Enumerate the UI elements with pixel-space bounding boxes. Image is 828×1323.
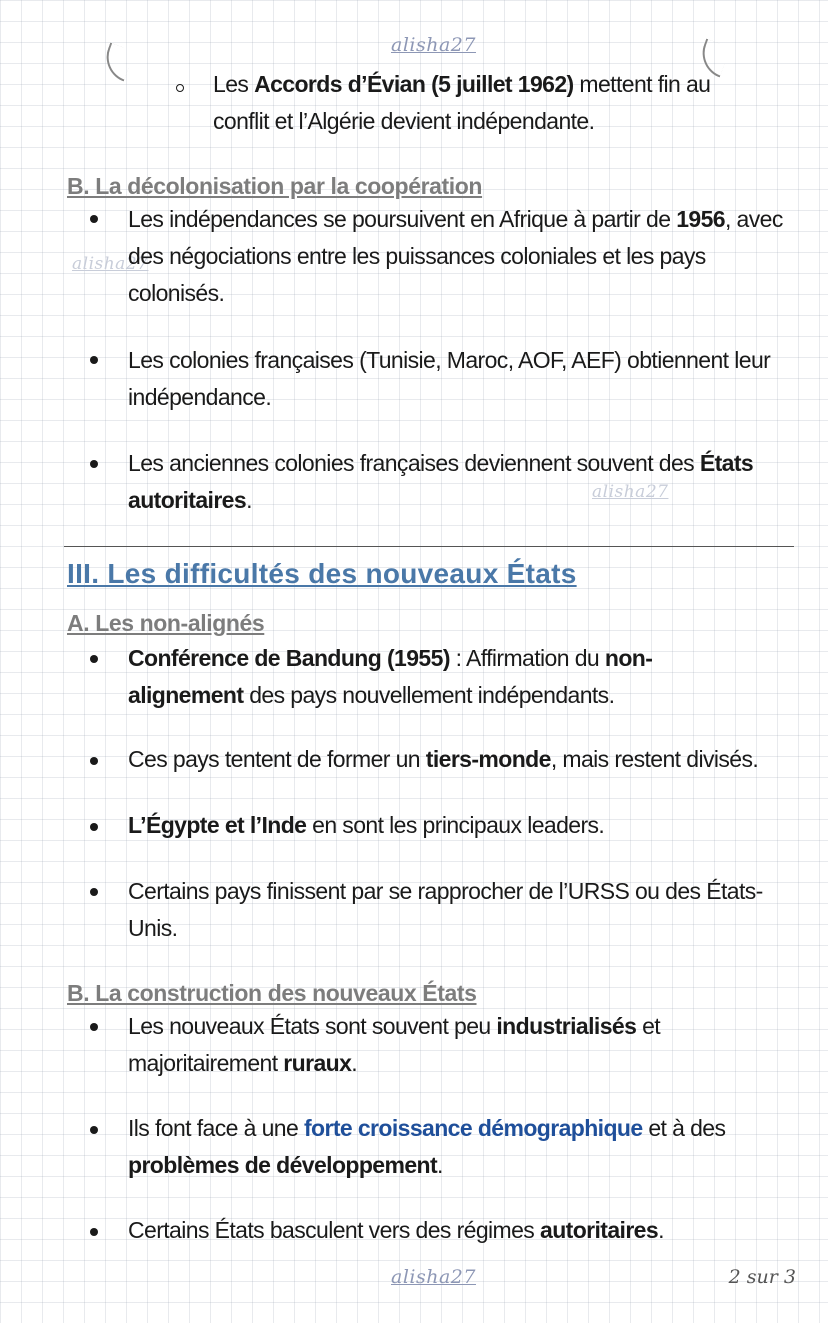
list-item: Les anciennes colonies françaises deviennent souvent des États autoritaires. [128, 450, 754, 513]
bullet-icon [90, 823, 98, 831]
bullet-icon [90, 215, 98, 223]
list-item: Les colonies françaises (Tunisie, Maroc, AOF, AEF) obtiennent leur indépendance. [128, 347, 771, 410]
bullet-icon [90, 1023, 98, 1031]
bullet-icon [90, 757, 98, 765]
bullet-icon [90, 655, 98, 663]
list-item: Ils font face à une forte croissance démographique et à des problèmes de développement. [128, 1115, 726, 1178]
list-item: Les indépendances se poursuivent en Afrique à partir de 1956, avec des négociations entre les puissances coloniales et les pays colonisés. [128, 206, 783, 306]
list-item: Certains États basculent vers des régimes autoritaires. [128, 1217, 664, 1243]
bullet-icon [90, 460, 98, 468]
section-heading-difficultes: III. Les difficultés des nouveaux États [67, 558, 577, 589]
list-item: Conférence de Bandung (1955) : Affirmation du non- alignement des pays nouvellement indépendants. [128, 645, 653, 708]
list-item: Certains pays finissent par se rapprocher de l’URSS ou des États- Unis. [128, 878, 763, 941]
bullet-icon [90, 356, 98, 364]
bullet-icon [90, 888, 98, 896]
section-divider [64, 546, 794, 547]
paper-curl-icon [99, 43, 134, 82]
watermark-right: alisha27 [592, 482, 669, 502]
section-heading-non-alignes: A. Les non-alignés [67, 610, 265, 636]
list-item: Ces pays tentent de former un tiers-monde, mais restent divisés. [128, 746, 759, 772]
watermark-bottom: alisha27 [391, 1266, 476, 1288]
bullet-icon [90, 1126, 98, 1134]
section-heading-decolonisation: B. La décolonisation par la coopération [67, 173, 483, 199]
circle-bullet-icon [176, 84, 184, 92]
section-heading-construction: B. La construction des nouveaux États [67, 980, 477, 1006]
watermark-left: alisha27 [72, 254, 149, 274]
list-item: Les nouveaux États sont souvent peu industrialisés et majoritairement ruraux. [128, 1013, 661, 1076]
list-item: L’Égypte et l’Inde en sont les principaux leaders. [128, 812, 605, 838]
bullet-icon [90, 1228, 98, 1236]
watermark-top: alisha27 [391, 34, 476, 56]
list-item: Les Accords d’Évian (5 juillet 1962) mettent fin au conflit et l’Algérie devient indépendante. [213, 71, 711, 134]
page-number: 2 sur 3 [728, 1266, 796, 1288]
